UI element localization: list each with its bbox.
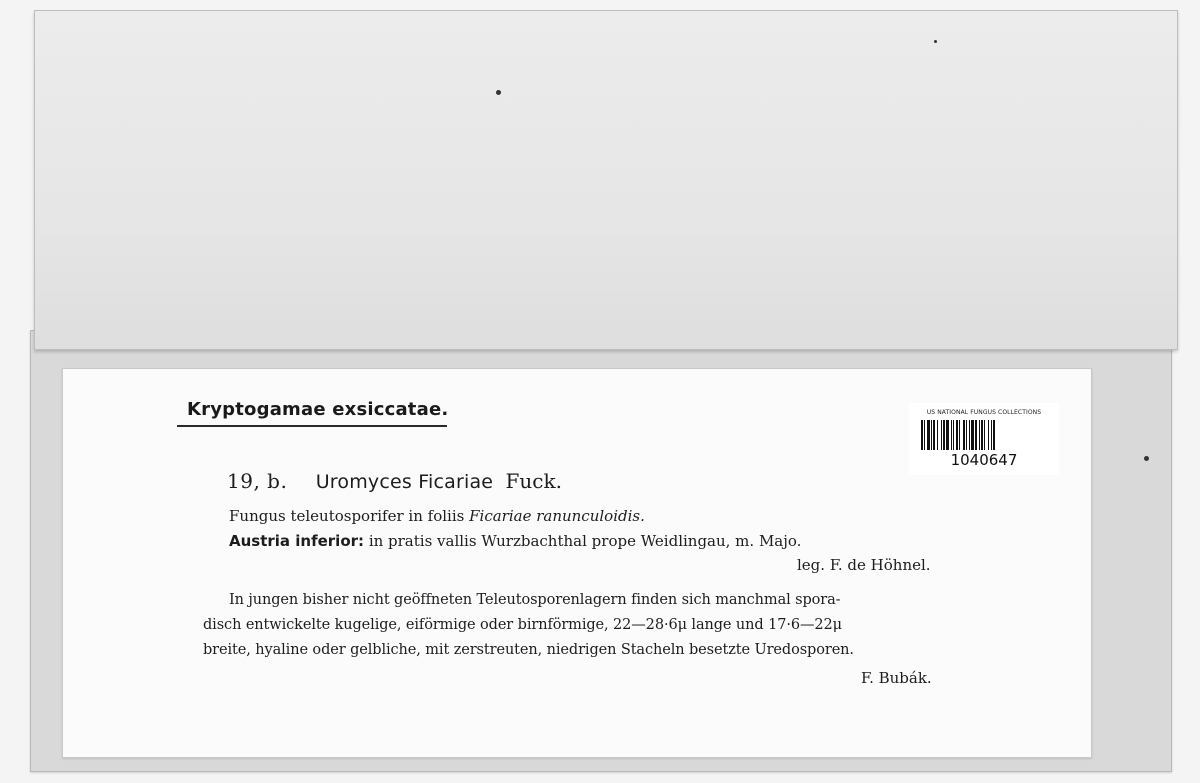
barcode-sticker <box>909 403 1059 475</box>
series-title: Kryptogamae exsiccatae. <box>187 399 449 420</box>
entry-heading <box>227 469 562 493</box>
description-line-2: disch entwickelte kugelige, eiförmige oder birnförmige, 22—28·6μ lange und 17·6—22μ <box>203 617 842 633</box>
dust-speck <box>496 90 501 95</box>
barcode-caption: US NATIONAL FUNGUS COLLECTIONS <box>926 409 1042 416</box>
locality-region: Austria inferior: <box>229 532 365 550</box>
dust-speck <box>934 40 937 43</box>
description-line-1: In jungen bisher nicht geöffneten Teleutosporenlagern finden sich manchmal spora- <box>229 592 841 608</box>
specimen-label <box>62 368 1092 758</box>
host-line <box>229 507 645 525</box>
description-line-3: breite, hyaline oder gelbliche, mit zerstreuten, niedrigen Stacheln besetzte Uredosporen. <box>203 642 854 658</box>
signature: F. Bubák. <box>861 669 932 687</box>
host-species: Ficariae ranunculoidis. <box>469 507 645 525</box>
taxon-name: Uromyces Ficariae <box>315 471 494 493</box>
series-title-underline <box>177 425 447 427</box>
dust-speck <box>1144 456 1149 461</box>
barcode-icon <box>921 420 1047 450</box>
collector: leg. F. de Höhnel. <box>797 556 931 574</box>
host-prefix: Fungus teleutosporifer in foliis <box>229 507 465 525</box>
entry-number: 19, b. <box>227 469 288 493</box>
locality-line <box>229 532 801 550</box>
locality-detail: in pratis vallis Wurzbachthal prope Weidlingau, m. Majo. <box>368 532 802 550</box>
barcode-number: 1040647 <box>950 451 1018 469</box>
taxon-author: Fuck. <box>505 469 562 493</box>
envelope-flap <box>34 10 1178 350</box>
